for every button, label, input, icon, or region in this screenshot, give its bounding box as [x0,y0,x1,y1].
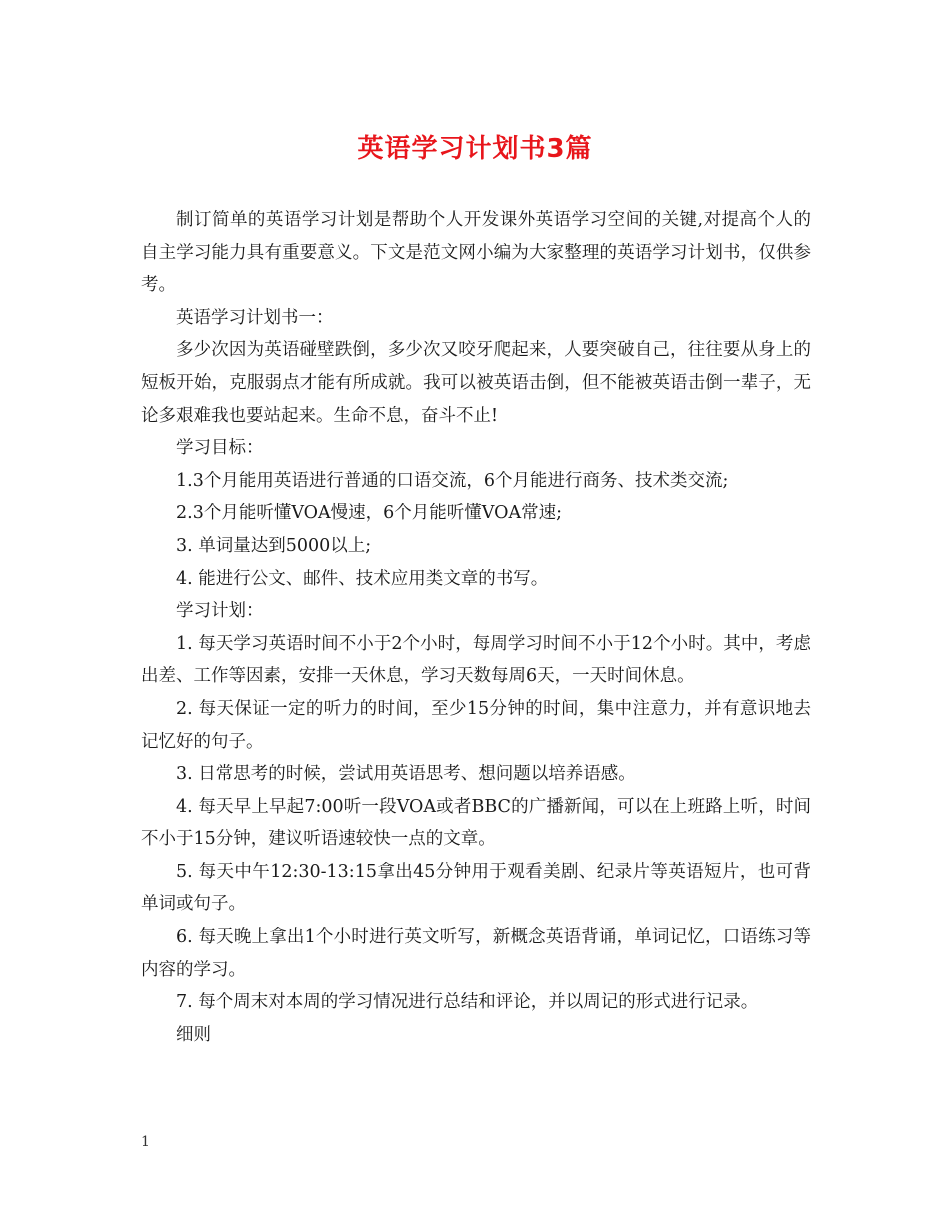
goal-item-4: 4. 能进行公文、邮件、技术应用类文章的书写。 [176,568,549,589]
plan-item-1: 1. 每天学习英语时间不小于2个小时，每周学习时间不小于12个小时。其中，考虑出差、工作等因素，安排一天休息，学习天数每周6天，一天时间休息。 [141,633,811,687]
paragraph-intro: 制订简单的英语学习计划是帮助个人开发课外英语学习空间的关键,对提高个人的自主学习能力具有重要意义。下文是范文网小编为大家整理的英语学习计划书，仅供参考。 [141,210,811,296]
plan-item-3: 3. 日常思考的时候，尝试用英语思考、想问题以培养语感。 [176,764,636,785]
goal-item-2: 2.3个月能听懂VOA慢速，6个月能听懂VOA常速; [176,503,562,524]
goal-item-3: 3. 单词量达到5000以上; [176,535,372,556]
document-body [141,204,811,1051]
paragraph-motivation: 多少次因为英语碰壁跌倒，多少次又咬牙爬起来，人要突破自己，往往要从身上的短板开始，克服弱点才能有所成就。我可以被英语击倒，但不能被英语击倒一辈子，无论多艰难我也要站起来。生命不息，奋斗不止! [141,340,811,426]
plan-item-4: 4. 每天早上早起7:00听一段VOA或者BBC的广播新闻，可以在上班路上听，时间不小于15分钟，建议听语速较快一点的文章。 [141,796,811,850]
plan-item-2: 2. 每天保证一定的听力的时间，至少15分钟的时间，集中注意力，并有意识地去记忆好的句子。 [141,698,811,752]
page-number: 1 [141,1134,150,1150]
paragraph-heading-goals: 学习目标： [176,438,264,459]
plan-item-6: 6. 每天晚上拿出1个小时进行英文听写，新概念英语背诵，单词记忆，口语练习等内容的学习。 [141,927,811,980]
paragraph-heading-details: 细则 [176,1024,211,1045]
plan-item-5: 5. 每天中午12:30-13:15拿出45分钟用于观看美剧、纪录片等英语短片，也可背单词或句子。 [141,861,811,915]
plan-item-7: 7. 每个周末对本周的学习情况进行总结和评论，并以周记的形式进行记录。 [176,992,759,1013]
paragraph-heading-plan: 学习计划： [176,601,264,622]
goal-item-1: 1.3个月能用英语进行普通的口语交流，6个月能进行商务、技术类交流; [176,470,729,491]
paragraph-heading-plan-one: 英语学习计划书一： [176,307,334,328]
document-title: 英语学习计划书3篇 [357,134,593,164]
